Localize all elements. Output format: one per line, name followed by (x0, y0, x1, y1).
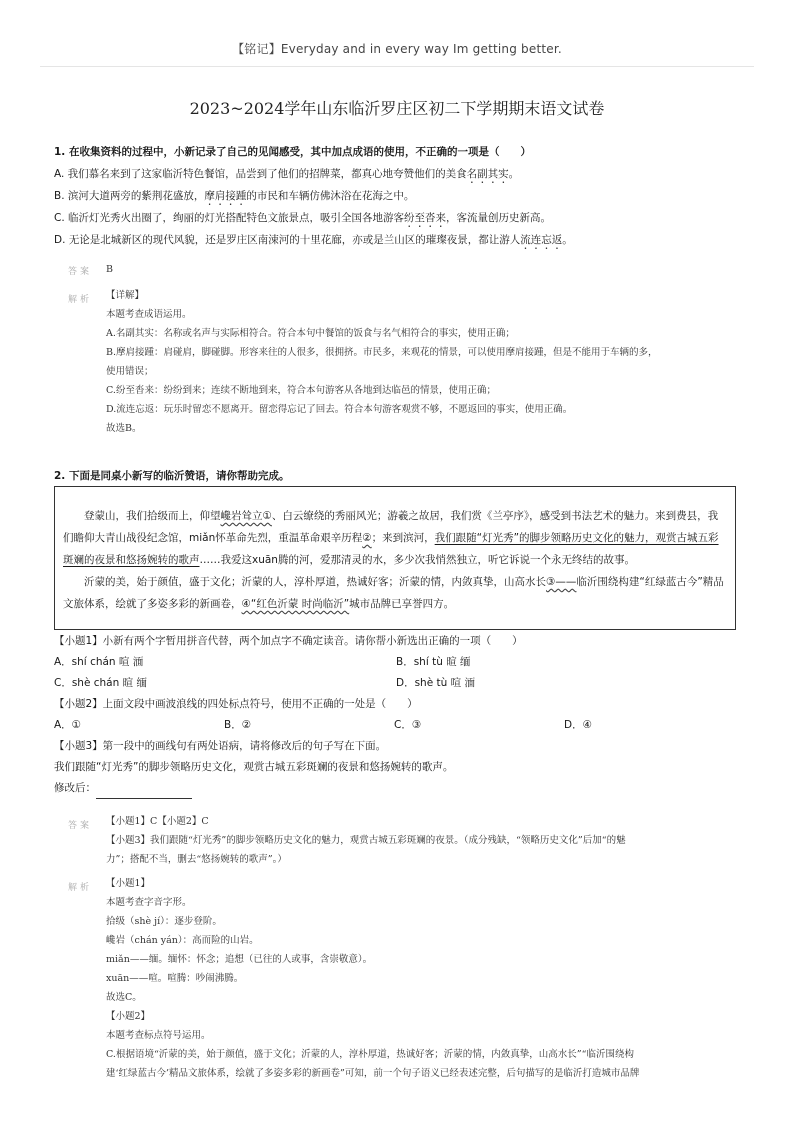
page-title: 2023~2024学年山东临沂罗庄区初二下学期期末语文试卷 (189, 99, 605, 118)
sub3-revision (54, 777, 192, 799)
sub3-question: 【小题3】第一段中的画线句有两处语病，请将修改后的句子写在下面。 (54, 740, 387, 752)
sub2-question: 【小题2】上面文段中画波浪线的四处标点符号，使用不正确的一处是（ ） (54, 698, 418, 710)
explain-line: 本题考查标点符号运用。 (106, 1030, 211, 1041)
q1-a-end: 。 (508, 168, 520, 180)
explain-line: 使用错误； (106, 366, 154, 377)
q1-stem: 1. 在收集资料的过程中，小新记录了自己的见闻感受，其中加点成语的使用，不正确的一项是（ ） (54, 146, 531, 158)
explain-line: C.纷至沓来：纷纷到来；连续不断地到来，符合本句游客从各地到达临邑的情景，使用正确； (106, 385, 496, 396)
explain-line: 建‘红绿蓝古今’精品文旅体系，绘就了多姿多彩的新画卷”可知，前一个句子语义已经表述完整，后句描写的是临沂打造城市品牌 (106, 1068, 640, 1079)
q1-c-dotted: 纷至沓来 (404, 212, 447, 224)
explain-line: 拾级（shè jí）：逐步登阶。 (106, 916, 222, 927)
p1-text-a: 登蒙山，我们拾级而上，仰望 (84, 510, 221, 522)
sub2-option-d: D．④ (564, 719, 592, 731)
q1-option-a (54, 163, 754, 186)
sub1-question: 【小题1】小新有两个字暂用拼音代替，两个加点字不确定读音。请你帮小新选出正确的一项（ ） (54, 635, 523, 647)
sub2-option-c: C．③ (394, 719, 422, 731)
p1-text-d: ……我爱这xuān腾的河，爱那清灵的水，多少次我悄然独立，听它诉说一个永无终结的故事。 (199, 554, 635, 566)
explain-line: 【详解】 (106, 290, 145, 301)
explain-line: 【小题2】 (106, 1011, 151, 1022)
passage-paragraph-1 (63, 505, 727, 571)
explain-line: B.摩肩接踵：肩碰肩，脚碰脚。形容来往的人很多，很拥挤。市民多，来观花的情景，可以使用摩肩接踵，但是不能用于车辆的多， (106, 347, 658, 358)
answer-line: 【小题1】C【小题2】C (106, 816, 209, 827)
q2-explain-label: 解析 (68, 883, 93, 893)
sub2-option-b: B．② (224, 719, 252, 731)
p1-text-c: ；来到滨河， (371, 532, 435, 544)
q1-explanation (106, 286, 746, 438)
sub1-option-d: D．shè tù 喧 湎 (396, 677, 475, 689)
explain-line: 故选B。 (106, 423, 142, 434)
explain-line: 【小题1】 (106, 878, 151, 889)
q1-b-end: 的市民和车辆仿佛沐浴在花海之中。 (246, 190, 415, 202)
explain-line: A.名副其实：名称或名声与实际相符合。符合本句中餐馆的饭食与名气相符合的事实，使用正确； (106, 328, 515, 339)
p1-wave-1: 巉岩耸立① (220, 510, 272, 522)
p2-wave-3: ③—— (546, 576, 577, 588)
p2-wave-4: ④“红色沂蒙 时尚临沂” (241, 598, 350, 610)
p1-text-b: 、白云缭绕的秀丽风光；游羲之故居，我们赏《兰亭序》，感受到书法艺术的魅力。来到费县，我们瞻仰大青山战役纪念馆，miǎn怀革命先烈，重温革命艰辛历程 (63, 510, 719, 544)
answer-blank[interactable] (96, 786, 192, 799)
q1-a-text: A. 我们慕名来到了这家临沂特色餐馆，品尝到了他们的招牌菜，都真心地夸赞他们的美食 (54, 168, 467, 180)
q1-option-d (54, 229, 754, 252)
p2-text-a: 沂蒙的美，始于颜值，盛于文化；沂蒙的人，淳朴厚道，热诚好客；沂蒙的情，内敛真挚，山高水长 (84, 576, 546, 588)
p2-text-b: 临沂围绕构建“红绿蓝古今”精品文旅体系，绘就了多姿多彩的新画卷， (63, 576, 724, 610)
p2-text-c: 城市品牌已享誉四方。 (349, 598, 455, 610)
answer-line: 【小题3】我们跟随“灯光秀”的脚步领略历史文化的魅力，观赏古城五彩斑斓的夜景。（成分残缺，“领略历史文化”后加“的魅 (106, 835, 626, 846)
passage-paragraph-2 (63, 571, 727, 615)
explain-line: 本题考查字音字形。 (106, 897, 192, 908)
p1-underlined: 我们跟随“灯光秀”的脚步领略历史文化的魅力，观赏古城五彩斑斓的夜景和悠扬婉转的歌声 (63, 532, 719, 566)
explain-line: 巉岩（chán yán）：高而险的山岩。 (106, 935, 259, 946)
explain-line: 本题考查成语运用。 (106, 309, 192, 320)
explain-line: miǎn——缅。缅怀：怀念；追想（已往的人或事，含崇敬意）。 (106, 954, 373, 965)
divider (40, 66, 754, 67)
q1-option-c (54, 207, 754, 230)
q1-c-end: ，客流量创历史新高。 (446, 212, 552, 224)
q1-b-text: B. 滨河大道两旁的紫荆花盛放， (54, 190, 205, 202)
q1-b-dotted: 摩肩接踵 (204, 190, 247, 202)
sub1-option-c: C．shè chán 暄 缅 (54, 677, 147, 689)
p1-wave-2: ② (362, 532, 372, 544)
q1-answer: B (106, 264, 113, 275)
sub3-sentence: 我们跟随“灯光秀”的脚步领略历史文化，观赏古城五彩斑斓的夜景和悠扬婉转的歌声。 (54, 761, 454, 773)
q1-d-dotted: 流连忘返 (520, 234, 563, 246)
answer-line: 力”；搭配不当，删去“悠扬婉转的歌声”。） (106, 854, 287, 865)
motto: 【铭记】Everyday and in every way Im getting better. (232, 42, 562, 56)
q1-c-text: C. 临沂灯光秀火出圈了，绚丽的灯光搭配特色文旅景点，吸引全国各地游客 (54, 212, 405, 224)
q1-option-b (54, 185, 754, 208)
explain-line: D.流连忘返：玩乐时留恋不愿离开。留恋得忘记了回去。符合本句游客观赏不够，不愿返回的事实，使用正确。 (106, 404, 573, 415)
q1-d-end: 。 (562, 234, 573, 246)
q2-passage-box (54, 486, 736, 630)
sub2-option-a: A．① (54, 719, 82, 731)
q2-answer (106, 812, 746, 869)
explain-line: xuān——喧。喧腾：吵闹沸腾。 (106, 973, 244, 984)
q2-answer-label: 答案 (68, 821, 93, 831)
q1-a-dotted: 名副其实 (466, 168, 509, 180)
q1-explain-label: 解析 (68, 295, 93, 305)
q2-stem: 2. 下面是同桌小新写的临沂赞语，请你帮助完成。 (54, 470, 290, 482)
q2-explanation (106, 874, 746, 1083)
q1-d-text: D. 无论是北城新区的现代风貌，还是罗庄区南涑河的十里花廊，亦或是兰山区的璀璨夜景，都让游人 (54, 234, 521, 246)
explain-line: C.根据语境“沂蒙的美，始于颜值，盛于文化；沂蒙的人，淳朴厚道，热诚好客；沂蒙的情，内敛真挚，山高水长”“临沂围绕构 (106, 1049, 635, 1060)
q2-passage (55, 487, 735, 615)
explain-line: 故选C。 (106, 992, 142, 1003)
q1-answer-label: 答案 (68, 267, 93, 277)
sub1-option-a: A．shí chán 喧 湎 (54, 656, 144, 668)
sub3-revision-label: 修改后： (54, 782, 96, 794)
sub1-option-b: B．shí tù 暄 缅 (396, 656, 471, 668)
